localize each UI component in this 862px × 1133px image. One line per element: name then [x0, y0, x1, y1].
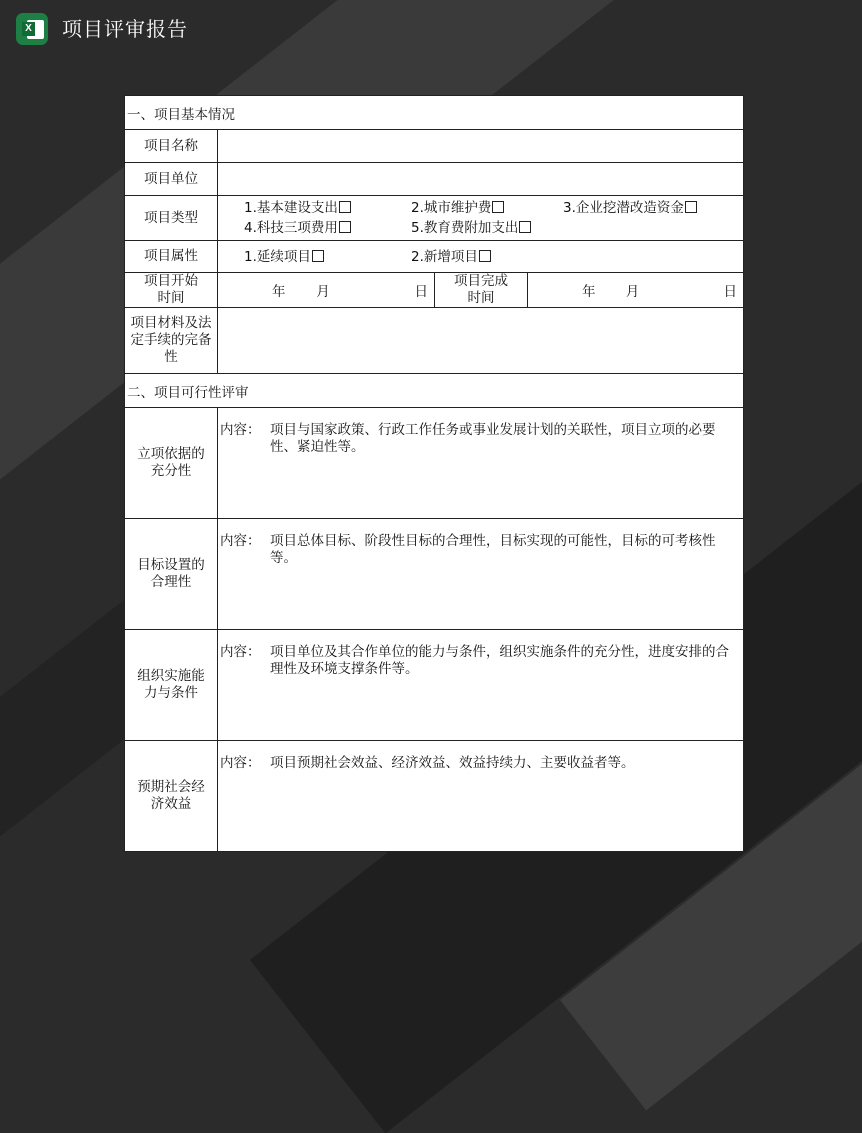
- checkbox[interactable]: [685, 201, 697, 213]
- checkbox[interactable]: [479, 250, 491, 262]
- project-unit-label: 项目单位: [125, 163, 218, 196]
- checkbox[interactable]: [492, 201, 504, 213]
- section-heading-feasibility: 二、项目可行性评审: [125, 374, 744, 408]
- type-option[interactable]: 1.基本建设支出: [244, 198, 411, 218]
- criterion-content[interactable]: 内容： 项目与国家政策、行政工作任务或事业发展计划的关联性，项目立项的必要性、紧迫性等。: [218, 408, 744, 519]
- criterion-label: 立项依据的充分性: [125, 408, 218, 519]
- criterion-content[interactable]: 内容： 项目预期社会效益、经济效益、效益持续力、主要收益者等。: [218, 741, 744, 852]
- start-date-label: 项目开始时间: [125, 273, 218, 308]
- end-date-cell[interactable]: 年 月 日: [528, 273, 744, 308]
- type-option[interactable]: 5.教育费附加支出: [411, 218, 531, 238]
- project-attr-label: 项目属性: [125, 241, 218, 273]
- review-form-table: [124, 95, 744, 852]
- criterion-label: 目标设置的合理性: [125, 519, 218, 630]
- project-type-label: 项目类型: [125, 196, 218, 241]
- criterion-label: 组织实施能力与条件: [125, 630, 218, 741]
- criterion-content[interactable]: 内容： 项目总体目标、阶段性目标的合理性，目标实现的可能性，目标的可考核性等。: [218, 519, 744, 630]
- project-type-options: [218, 196, 744, 241]
- type-option[interactable]: 3.企业挖潜改造资金: [563, 198, 697, 218]
- type-option[interactable]: 2.城市维护费: [411, 198, 563, 218]
- title-bar: [0, 0, 862, 60]
- project-attr-options: [218, 241, 744, 273]
- material-cell[interactable]: [218, 308, 744, 374]
- project-name-cell[interactable]: [218, 130, 744, 163]
- section-heading-basic: 一、项目基本情况: [125, 96, 744, 130]
- excel-icon-letter: X: [22, 22, 35, 36]
- checkbox[interactable]: [339, 221, 351, 233]
- document-title: 项目评审报告: [62, 17, 188, 41]
- material-label: 项目材料及法定手续的完备性: [125, 308, 218, 374]
- attr-option[interactable]: 1.延续项目: [244, 247, 411, 267]
- project-name-label: 项目名称: [125, 130, 218, 163]
- criterion-content[interactable]: 内容： 项目单位及其合作单位的能力与条件，组织实施条件的充分性，进度安排的合理性及环境支撑条件等。: [218, 630, 744, 741]
- checkbox[interactable]: [312, 250, 324, 262]
- report-sheet: [124, 95, 743, 852]
- criterion-label: 预期社会经济效益: [125, 741, 218, 852]
- end-date-label: 项目完成时间: [435, 273, 528, 308]
- start-date-cell[interactable]: 年 月 日: [218, 273, 435, 308]
- excel-icon: [16, 13, 48, 45]
- project-unit-cell[interactable]: [218, 163, 744, 196]
- type-option[interactable]: 4.科技三项费用: [244, 218, 411, 238]
- checkbox[interactable]: [339, 201, 351, 213]
- attr-option[interactable]: 2.新增项目: [411, 247, 491, 267]
- checkbox[interactable]: [519, 221, 531, 233]
